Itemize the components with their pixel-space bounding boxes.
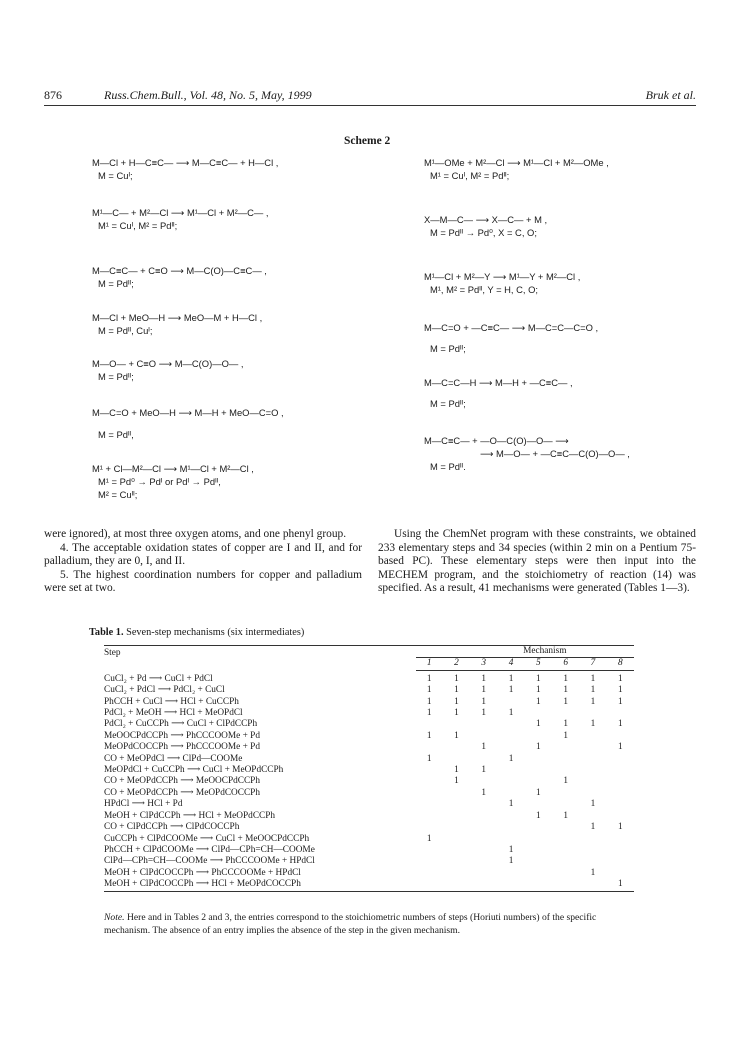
stoichiometric-number-cell: 1	[590, 696, 596, 707]
reaction-equation: X—M—C— ⟶ X—C— + M ,	[424, 214, 548, 225]
stoichiometric-number-cell	[443, 788, 470, 799]
stoichiometric-number-cell	[416, 765, 443, 776]
reaction-condition: M = Pdᴵᴵ;	[430, 398, 466, 409]
table-row	[104, 811, 634, 822]
stoichiometric-number-cell	[497, 776, 524, 787]
stoichiometric-number-cell: 1	[590, 685, 596, 696]
stoichiometric-number-cell	[416, 879, 443, 891]
reaction-condition: M = Pdᴵᴵ;	[430, 343, 466, 354]
reaction-equation: M—C=O + —C≡C— ⟶ M—C=C—C=O ,	[424, 322, 599, 333]
stoichiometric-number-cell	[525, 799, 552, 810]
scheme-title: Scheme 2	[344, 135, 391, 147]
table-row	[104, 685, 634, 696]
stoichiometric-number-cell: 1	[508, 708, 514, 719]
stoichiometric-number-cell	[470, 776, 497, 787]
stoichiometric-number-cell	[470, 879, 497, 891]
stoichiometric-number-cell: 1	[426, 673, 432, 684]
stoichiometric-number-cell: 1	[454, 673, 459, 684]
body-text-right	[378, 528, 696, 596]
body-text-left	[44, 528, 362, 596]
stoichiometric-number-cell	[607, 731, 634, 742]
stoichiometric-number-cell	[470, 822, 497, 833]
stoichiometric-number-cell: 1	[508, 673, 514, 684]
authors: Bruk et al.	[645, 88, 696, 102]
mechanism-number: 4	[497, 658, 524, 670]
table-row	[104, 845, 634, 856]
scheme-reaction	[92, 462, 254, 501]
stoichiometric-number-cell	[525, 708, 552, 719]
stoichiometric-number-cell	[470, 856, 497, 867]
stoichiometric-number-cell: 1	[481, 787, 487, 798]
stoichiometric-number-cell: 1	[590, 719, 596, 730]
step-cell: CuCCPh + ClPdCOOMe ⟶ CuCl + MeOOCPdCCPh	[104, 833, 310, 844]
paragraph: were ignored), at most three oxygen atoms, and one phenyl group.	[44, 528, 347, 540]
stoichiometric-number-cell	[470, 834, 497, 845]
stoichiometric-number-cell: 1	[481, 673, 487, 684]
stoichiometric-number-cell	[497, 742, 524, 753]
mechanism-number: 5	[525, 658, 552, 670]
stoichiometric-number-cell: 1	[454, 765, 459, 776]
paragraph: 4. The acceptable oxidation states of copper are I and II, and for palladium, they are 0, I, and II.	[44, 541, 362, 568]
stoichiometric-number-cell: 1	[563, 719, 568, 730]
stoichiometric-number-cell	[497, 822, 524, 833]
scheme-reaction	[424, 213, 547, 239]
stoichiometric-number-cell	[579, 834, 606, 845]
stoichiometric-number-cell	[443, 742, 470, 753]
stoichiometric-number-cell	[579, 731, 606, 742]
table-row	[104, 856, 634, 867]
stoichiometric-number-cell	[579, 754, 606, 765]
reaction-condition: M¹ = Pd⁰ → Pdᴵ or Pdᴵ → Pdᴵᴵ,	[98, 476, 221, 487]
stoichiometric-number-cell	[416, 856, 443, 867]
stoichiometric-number-cell	[607, 708, 634, 719]
stoichiometric-number-cell: 1	[454, 685, 459, 696]
step-cell: CuCl₂ + Pd ⟶ CuCl + PdCl	[104, 673, 213, 684]
table-row	[104, 879, 634, 891]
table-row	[104, 868, 634, 879]
reaction-equation: M—C≡C— + —O—C(O)—O— ⟶	[424, 435, 569, 446]
reaction-condition: M¹ = Cuᴵ, M² = Pdᴵᴵ;	[98, 220, 178, 231]
stoichiometric-number-cell	[579, 856, 606, 867]
stoichiometric-number-cell: 1	[508, 844, 514, 855]
stoichiometric-number-cell: 1	[563, 730, 568, 741]
stoichiometric-number-cell: 1	[590, 822, 596, 833]
stoichiometric-number-cell	[443, 868, 470, 879]
reaction-equation: M¹—OMe + M²—Cl ⟶ M¹—Cl + M²—OMe ,	[424, 157, 609, 168]
reaction-equation: M—O— + C≡O ⟶ M—C(O)—O— ,	[92, 358, 244, 369]
step-cell: PhCCH + ClPdCOOMe ⟶ ClPd—CPh=CH—COOMe	[104, 844, 315, 855]
reaction-equation: M¹—C— + M²—Cl ⟶ M¹—Cl + M²—C— ,	[92, 207, 269, 218]
step-cell: MeOH + ClPdCOCCPh ⟶ HCl + MeOPdCOCCPh	[104, 879, 416, 891]
stoichiometric-number-cell	[525, 754, 552, 765]
step-cell: ClPd—CPh=CH—COOMe ⟶ PhCCCOOMe + HPdCl	[104, 856, 315, 867]
stoichiometric-number-cell	[579, 765, 606, 776]
step-column-header: Step	[104, 646, 416, 671]
mechanism-number: 6	[552, 658, 579, 670]
stoichiometric-number-cell	[497, 811, 524, 822]
stoichiometric-number-cell: 1	[508, 799, 514, 810]
step-cell: MeOH + ClPdCOCCPh ⟶ PhCCCOOMe + HPdCl	[104, 867, 301, 878]
stoichiometric-number-cell: 1	[536, 787, 541, 798]
stoichiometric-number-cell	[607, 856, 634, 867]
stoichiometric-number-cell: 1	[536, 685, 541, 696]
table-row	[104, 719, 634, 730]
table-note	[104, 912, 634, 937]
table-row	[104, 731, 634, 742]
stoichiometric-number-cell	[416, 788, 443, 799]
stoichiometric-number-cell	[607, 811, 634, 822]
stoichiometric-number-cell	[443, 845, 470, 856]
scheme-reaction	[92, 206, 268, 232]
stoichiometric-number-cell	[497, 697, 524, 708]
stoichiometric-number-cell	[607, 834, 634, 845]
stoichiometric-number-cell	[497, 765, 524, 776]
step-cell: HPdCl ⟶ HCl + Pd	[104, 799, 183, 810]
stoichiometric-number-cell	[497, 879, 524, 891]
stoichiometric-number-cell	[607, 754, 634, 765]
stoichiometric-number-cell: 1	[481, 765, 487, 776]
reaction-equation: M—Cl + H—C≡C— ⟶ M—C≡C— + H—Cl ,	[92, 157, 279, 168]
mechanisms-table	[104, 645, 634, 892]
stoichiometric-number-cell	[552, 788, 579, 799]
scheme-reaction	[92, 156, 278, 182]
scheme-reaction	[424, 434, 630, 473]
stoichiometric-number-cell	[552, 856, 579, 867]
reaction-equation-continued: ⟶ M—O— + —C≡C—C(O)—O— ,	[480, 448, 630, 459]
stoichiometric-number-cell	[607, 776, 634, 787]
stoichiometric-number-cell	[525, 822, 552, 833]
stoichiometric-number-cell	[525, 879, 552, 891]
stoichiometric-number-cell: 1	[617, 719, 623, 730]
table-row	[104, 670, 634, 685]
stoichiometric-number-cell	[470, 799, 497, 810]
step-cell: MeOH + ClPdCCPh ⟶ HCl + MeOPdCCPh	[104, 810, 276, 821]
stoichiometric-number-cell: 1	[536, 742, 541, 753]
stoichiometric-number-cell: 1	[617, 822, 623, 833]
stoichiometric-number-cell: 1	[563, 776, 568, 787]
stoichiometric-number-cell	[497, 731, 524, 742]
stoichiometric-number-cell	[443, 719, 470, 730]
stoichiometric-number-cell	[525, 845, 552, 856]
stoichiometric-number-cell: 1	[426, 685, 432, 696]
step-cell: MeOPdCOCCPh ⟶ PhCCCOOMe + Pd	[104, 742, 260, 753]
header-rule	[44, 105, 696, 106]
reaction-equation: M—C=C—H ⟶ M—H + —C≡C— ,	[424, 377, 573, 388]
table-row	[104, 708, 634, 719]
stoichiometric-number-cell: 1	[508, 685, 514, 696]
table-row	[104, 754, 634, 765]
stoichiometric-number-cell	[470, 868, 497, 879]
reaction-equation: M—C=O + MeO—H ⟶ M—H + MeO—C=O ,	[92, 407, 284, 418]
stoichiometric-number-cell	[443, 834, 470, 845]
stoichiometric-number-cell	[552, 879, 579, 891]
reaction-condition: M = Pdᴵᴵ → Pd⁰, X = C, O;	[430, 227, 537, 238]
stoichiometric-number-cell: 1	[481, 708, 487, 719]
stoichiometric-number-cell	[470, 719, 497, 730]
table-title: Seven-step mechanisms (six intermediates)	[126, 627, 305, 638]
stoichiometric-number-cell	[525, 834, 552, 845]
stoichiometric-number-cell: 1	[563, 696, 568, 707]
mechanism-column-header: Mechanism	[416, 646, 634, 658]
stoichiometric-number-cell	[607, 765, 634, 776]
reaction-condition: M¹ = Cuᴵ, M² = Pdᴵᴵ;	[430, 170, 510, 181]
scheme-reaction	[92, 357, 243, 383]
stoichiometric-number-cell	[525, 856, 552, 867]
stoichiometric-number-cell: 1	[617, 696, 623, 707]
stoichiometric-number-cell: 1	[563, 673, 568, 684]
stoichiometric-number-cell: 1	[617, 685, 623, 696]
stoichiometric-number-cell	[525, 765, 552, 776]
stoichiometric-number-cell	[579, 811, 606, 822]
stoichiometric-number-cell: 1	[607, 879, 634, 891]
step-cell: CO + MeOPdCl ⟶ ClPd—COOMe	[104, 753, 243, 764]
mechanism-number: 1	[416, 658, 443, 670]
stoichiometric-number-cell: 1	[454, 708, 459, 719]
stoichiometric-number-cell	[579, 708, 606, 719]
stoichiometric-number-cell: 1	[426, 696, 432, 707]
scheme-reaction	[424, 270, 580, 296]
stoichiometric-number-cell	[443, 811, 470, 822]
table-row	[104, 697, 634, 708]
stoichiometric-number-cell	[416, 845, 443, 856]
paragraph: 5. The highest coordination numbers for copper and palladium were set at two.	[44, 568, 362, 595]
step-cell: PhCCH + CuCl ⟶ HCl + CuCCPh	[104, 696, 239, 707]
stoichiometric-number-cell: 1	[426, 753, 432, 764]
stoichiometric-number-cell: 1	[426, 833, 432, 844]
stoichiometric-number-cell	[552, 708, 579, 719]
stoichiometric-number-cell	[416, 742, 443, 753]
step-cell: PdCl₂ + MeOH ⟶ HCl + MeOPdCl	[104, 708, 243, 719]
reaction-equation: M—Cl + MeO—H ⟶ MeO—M + H—Cl ,	[92, 312, 263, 323]
stoichiometric-number-cell	[416, 822, 443, 833]
step-cell: MeOOCPdCCPh ⟶ PhCCCOOMe + Pd	[104, 730, 260, 741]
table-caption	[89, 627, 304, 638]
step-cell: CuCl₂ + PdCl ⟶ PdCl₂ + CuCl	[104, 685, 225, 696]
stoichiometric-number-cell	[470, 845, 497, 856]
page-number: 876	[44, 88, 62, 102]
stoichiometric-number-cell	[443, 754, 470, 765]
step-cell: CO + ClPdCCPh ⟶ ClPdCOCCPh	[104, 822, 240, 833]
stoichiometric-number-cell	[497, 719, 524, 730]
stoichiometric-number-cell	[552, 742, 579, 753]
stoichiometric-number-cell: 1	[454, 776, 459, 787]
reaction-equation: M—C≡C— + C≡O ⟶ M—C(O)—C≡C— ,	[92, 265, 267, 276]
reaction-condition: M = Pdᴵᴵ, Cuᴵ;	[98, 325, 153, 336]
stoichiometric-number-cell: 1	[454, 696, 459, 707]
stoichiometric-number-cell: 1	[536, 719, 541, 730]
stoichiometric-number-cell: 1	[426, 708, 432, 719]
stoichiometric-number-cell	[497, 868, 524, 879]
stoichiometric-number-cell	[497, 788, 524, 799]
note-text: Here and in Tables 2 and 3, the entries correspond to the stoichiometric numbers of steps (Horiuti numbers) of the specific mechanism. The absence of an entry implies the absence of the step in the given mechanism.	[104, 912, 597, 936]
stoichiometric-number-cell: 1	[617, 742, 623, 753]
stoichiometric-number-cell	[525, 868, 552, 879]
stoichiometric-number-cell	[443, 799, 470, 810]
mechanism-number: 7	[579, 658, 606, 670]
stoichiometric-number-cell	[443, 856, 470, 867]
stoichiometric-number-cell	[525, 776, 552, 787]
table-row	[104, 776, 634, 787]
stoichiometric-number-cell: 1	[536, 810, 541, 821]
scheme-reaction	[424, 321, 598, 355]
stoichiometric-number-cell	[579, 879, 606, 891]
step-cell: CO + MeOPdCCPh ⟶ MeOOCPdCCPh	[104, 776, 260, 787]
stoichiometric-number-cell	[416, 719, 443, 730]
stoichiometric-number-cell	[579, 845, 606, 856]
stoichiometric-number-cell	[579, 788, 606, 799]
stoichiometric-number-cell: 1	[536, 696, 541, 707]
reaction-condition: M = Pdᴵᴵ;	[98, 371, 134, 382]
stoichiometric-number-cell: 1	[481, 742, 487, 753]
stoichiometric-number-cell	[416, 868, 443, 879]
stoichiometric-number-cell	[443, 879, 470, 891]
stoichiometric-number-cell: 1	[454, 730, 459, 741]
stoichiometric-number-cell: 1	[617, 673, 623, 684]
stoichiometric-number-cell: 1	[590, 867, 596, 878]
stoichiometric-number-cell	[552, 799, 579, 810]
stoichiometric-number-cell	[525, 731, 552, 742]
stoichiometric-number-cell	[607, 788, 634, 799]
reaction-condition: M = Pdᴵᴵ.	[430, 461, 466, 472]
stoichiometric-number-cell	[416, 811, 443, 822]
reaction-condition: M² = Cuᴵᴵ;	[98, 489, 138, 500]
stoichiometric-number-cell	[470, 754, 497, 765]
stoichiometric-number-cell	[470, 811, 497, 822]
stoichiometric-number-cell	[552, 868, 579, 879]
stoichiometric-number-cell: 1	[481, 685, 487, 696]
reaction-condition: M = Pdᴵᴵ,	[98, 429, 134, 440]
stoichiometric-number-cell	[607, 799, 634, 810]
stoichiometric-number-cell: 1	[536, 673, 541, 684]
mechanism-number: 8	[607, 658, 634, 670]
scheme-reaction	[92, 264, 267, 290]
step-cell: CO + MeOPdCCPh ⟶ MeOPdCOCCPh	[104, 787, 260, 798]
step-cell: MeOPdCl + CuCCPh ⟶ CuCl + MeOPdCCPh	[104, 765, 284, 776]
stoichiometric-number-cell: 1	[508, 856, 514, 867]
table-body	[104, 670, 634, 891]
reaction-condition: M = Pdᴵᴵ;	[98, 278, 134, 289]
table-row	[104, 788, 634, 799]
reaction-equation: M¹ + Cl—M²—Cl ⟶ M¹—Cl + M²—Cl ,	[92, 463, 254, 474]
scheme-reaction	[92, 406, 284, 441]
step-cell: PdCl₂ + CuCCPh ⟶ CuCl + ClPdCCPh	[104, 719, 258, 730]
reaction-equation: M¹—Cl + M²—Y ⟶ M¹—Y + M²—Cl ,	[424, 271, 581, 282]
stoichiometric-number-cell: 1	[426, 730, 432, 741]
stoichiometric-number-cell	[607, 845, 634, 856]
reaction-condition: M = Cuᴵ;	[98, 170, 133, 181]
stoichiometric-number-cell: 1	[481, 696, 487, 707]
table-row	[104, 765, 634, 776]
table-row	[104, 834, 634, 845]
stoichiometric-number-cell: 1	[563, 810, 568, 821]
stoichiometric-number-cell: 1	[590, 673, 596, 684]
stoichiometric-number-cell	[416, 799, 443, 810]
scheme-reaction	[92, 311, 262, 337]
mechanism-number: 3	[470, 658, 497, 670]
stoichiometric-number-cell	[443, 822, 470, 833]
stoichiometric-number-cell	[552, 834, 579, 845]
scheme-reaction	[424, 156, 609, 182]
stoichiometric-number-cell	[552, 754, 579, 765]
stoichiometric-number-cell: 1	[508, 753, 514, 764]
table-row	[104, 799, 634, 810]
stoichiometric-number-cell	[416, 776, 443, 787]
stoichiometric-number-cell	[497, 834, 524, 845]
stoichiometric-number-cell	[607, 868, 634, 879]
stoichiometric-number-cell	[470, 731, 497, 742]
table-label: Table 1.	[89, 627, 124, 638]
stoichiometric-number-cell	[552, 845, 579, 856]
paragraph: Using the ChemNet program with these constraints, we obtained 233 elementary steps and 34 species (within 2 min on a Pentium 75-based PC). These elementary steps were then input into the MECHEM program, and the stoichiometry of reaction (14) was specified. As a result, 41 mechanisms were generated (Tables 1—3).	[378, 528, 696, 595]
stoichiometric-number-cell: 1	[563, 685, 568, 696]
stoichiometric-number-cell	[579, 776, 606, 787]
journal-reference: Russ.Chem.Bull., Vol. 48, No. 5, May, 1999	[104, 88, 312, 102]
mechanism-number: 2	[443, 658, 470, 670]
running-header	[44, 88, 696, 104]
stoichiometric-number-cell	[552, 765, 579, 776]
note-label: Note.	[104, 912, 125, 923]
table-row	[104, 742, 634, 753]
stoichiometric-number-cell	[552, 822, 579, 833]
reaction-condition: M¹, M² = Pdᴵᴵ, Y = H, C, O;	[430, 284, 539, 295]
table-row	[104, 822, 634, 833]
stoichiometric-number-cell: 1	[590, 799, 596, 810]
stoichiometric-number-cell	[579, 742, 606, 753]
scheme-reaction	[424, 376, 573, 410]
